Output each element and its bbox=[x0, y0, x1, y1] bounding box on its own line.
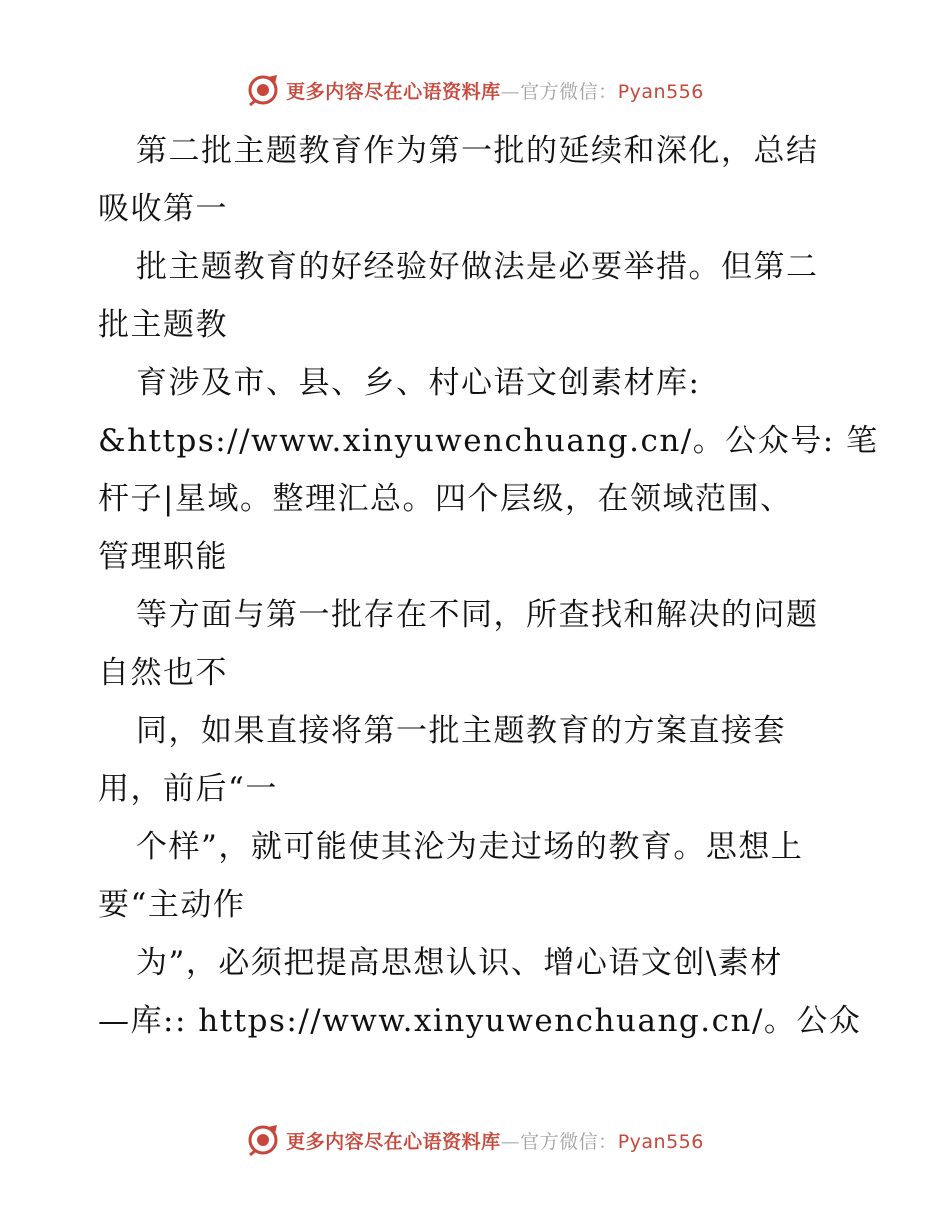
pen-logo-icon bbox=[246, 1123, 280, 1157]
text-line: 自然也不 bbox=[98, 655, 228, 691]
watermark-text bbox=[286, 77, 704, 104]
text-line: 等方面与第一批存在不同，所查找和解决的问题 bbox=[136, 597, 819, 633]
watermark-id: Pyan556 bbox=[617, 1130, 704, 1153]
watermark-separator: — bbox=[500, 80, 521, 103]
watermark-label: 官方微信： bbox=[520, 80, 618, 103]
text-line: 第二批主题教育作为第一批的延续和深化，总结 bbox=[136, 133, 819, 169]
text-line: &https://www.xinyuwenchuang.cn/。公众号: 笔 bbox=[98, 423, 879, 459]
text-line: 用，前后“一 bbox=[98, 771, 278, 807]
text-line: 批主题教 bbox=[98, 307, 228, 343]
footer-watermark bbox=[0, 1120, 950, 1160]
text-line: 批主题教育的好经验好做法是必要举措。但第二 bbox=[136, 249, 819, 285]
text-line: 要“主动作 bbox=[98, 887, 246, 923]
pen-logo-icon bbox=[246, 73, 280, 107]
header-watermark bbox=[0, 70, 950, 110]
text-line: 为”，必须把提高思想认识、增心语文创\素材 bbox=[136, 945, 783, 981]
watermark-brand: 更多内容尽在心语资料库 bbox=[286, 80, 501, 103]
document-body bbox=[98, 122, 879, 1050]
text-line: 吸收第一 bbox=[98, 191, 228, 227]
watermark-label: 官方微信： bbox=[520, 1130, 618, 1153]
text-line: 杆子|星域。整理汇总。四个层级，在领域范围、 bbox=[98, 481, 793, 517]
text-line: 育涉及市、县、乡、村心语文创素材库: bbox=[136, 365, 701, 401]
watermark-brand: 更多内容尽在心语资料库 bbox=[286, 1130, 501, 1153]
watermark-separator: — bbox=[500, 1130, 521, 1153]
text-line: —库:: https://www.xinyuwenchuang.cn/。公众 bbox=[98, 1003, 862, 1039]
text-line: 个样”，就可能使其沦为走过场的教育。思想上 bbox=[136, 829, 804, 865]
watermark-id: Pyan556 bbox=[617, 80, 704, 103]
text-line: 管理职能 bbox=[98, 539, 228, 575]
text-line: 同，如果直接将第一批主题教育的方案直接套 bbox=[136, 713, 786, 749]
watermark-text bbox=[286, 1127, 704, 1154]
